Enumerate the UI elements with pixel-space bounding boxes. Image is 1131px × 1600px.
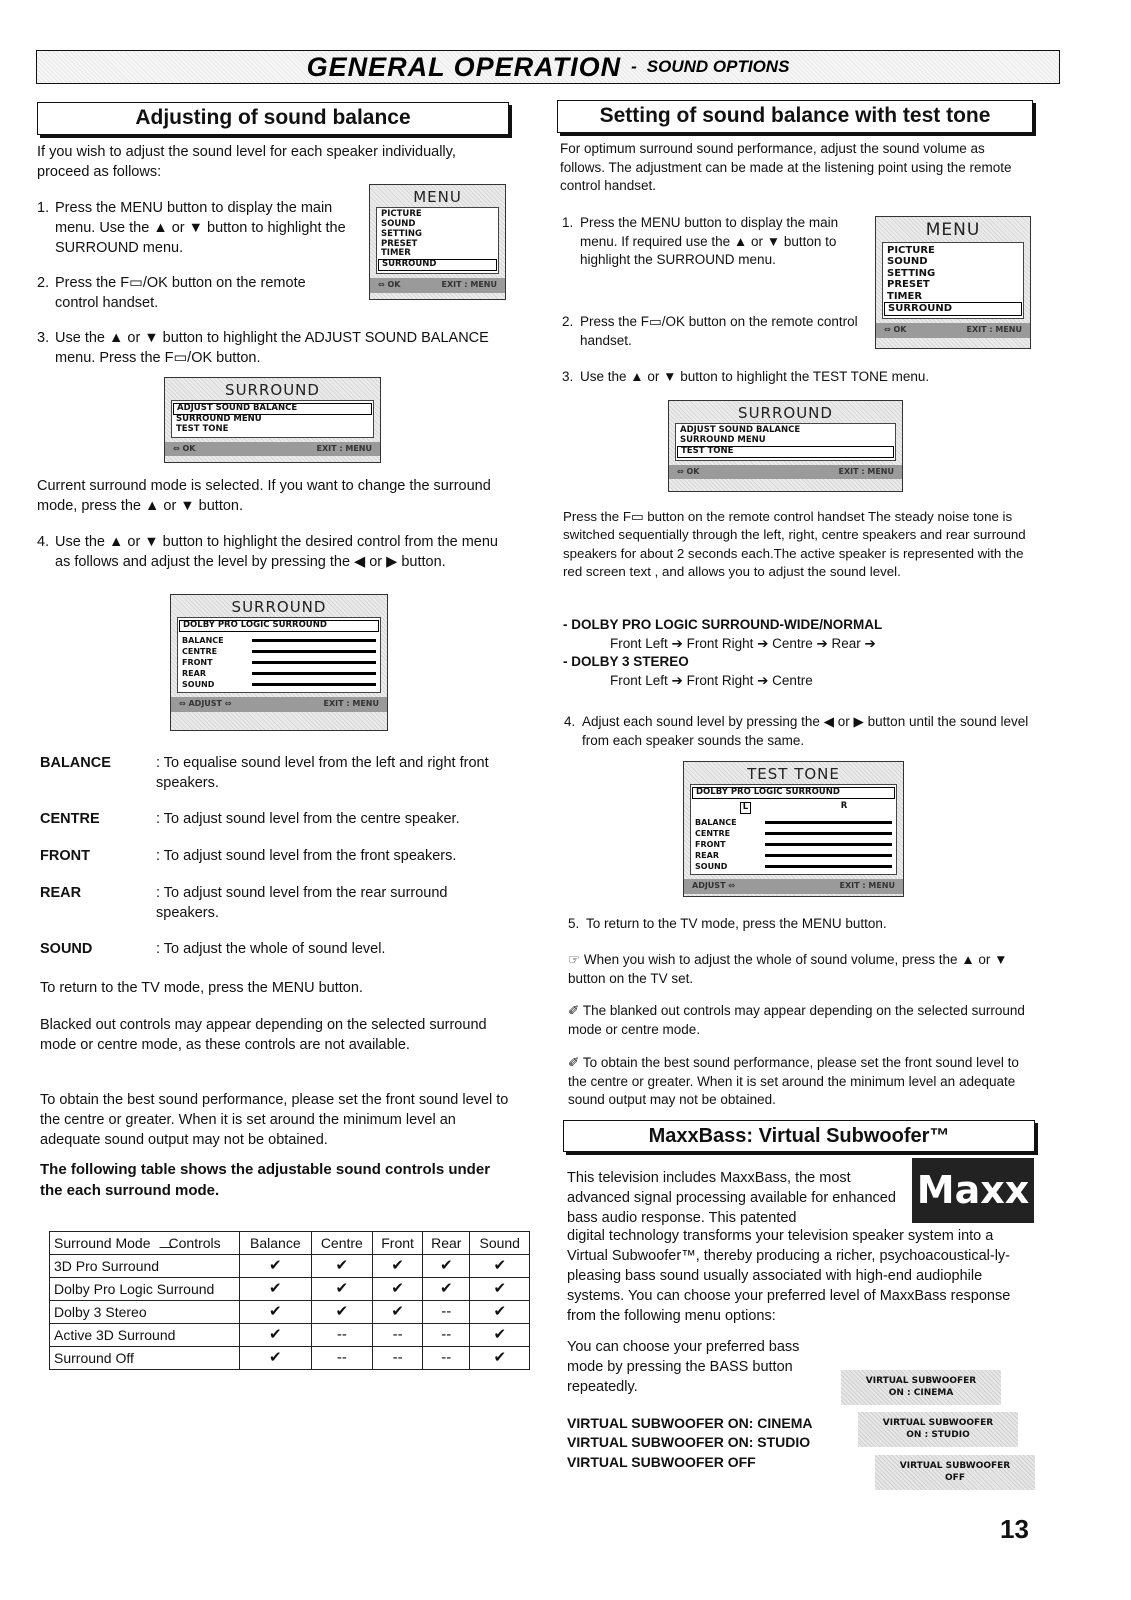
osd-title: SURROUND — [231, 598, 327, 616]
left-current-mode: Current surround mode is selected. If you want to change the surround mode, press the ▲ or ▼ button. — [37, 478, 491, 514]
cell: -- — [423, 1347, 470, 1370]
osd-footer-left: ⇔ OK — [378, 279, 401, 289]
osd-level-bar — [765, 865, 892, 868]
table-header-row — [50, 1232, 530, 1255]
osd-footer-left: ⇔ ADJUST ⇔ — [179, 699, 232, 709]
osd-item: PRESET — [887, 279, 930, 291]
step-number: 2. — [37, 275, 50, 291]
osd-level-bar — [252, 650, 376, 653]
step-text: Use the ▲ or ▼ button to highlight the desired control from the menu as follows and adjust the level by pressing the ◀ or ▶ button. — [55, 534, 498, 570]
osd-line: ON : CINEMA — [888, 1387, 954, 1398]
right-step-2 — [562, 313, 862, 350]
right-press-text: Press the F▭ button on the remote control handset The steady noise tone is switched sequentially through the left, right, centre speakers and rear surround speakers for about 2 seconds each.The active speaker is represented with the red screen text , and allows you to adjust the sound level. — [563, 509, 1026, 580]
osd-item: PICTURE — [887, 244, 935, 256]
cell: ✔ — [423, 1255, 470, 1278]
osd-item: SURROUND MENU — [680, 435, 766, 446]
osd-list — [171, 400, 374, 437]
right-heading: Setting of sound balance with test tone — [557, 100, 1033, 133]
table-row — [50, 1278, 530, 1301]
osd-list — [177, 617, 381, 693]
osd-bar-row — [182, 646, 376, 657]
osd-item: ADJUST SOUND BALANCE — [680, 425, 801, 436]
cell: ✔ — [470, 1347, 530, 1370]
osd-bar-label: CENTRE — [182, 646, 218, 656]
osd-bar-row — [182, 679, 376, 690]
osd-bar-label: SOUND — [182, 679, 215, 689]
osd-footer-right: EXIT : MENU — [441, 279, 497, 289]
def-row — [40, 940, 510, 977]
osd-footer — [669, 465, 902, 480]
osd-main-menu — [369, 184, 506, 300]
right-step-4 — [564, 713, 1034, 750]
osd-footer-right: EXIT : MENU — [839, 880, 895, 890]
osd-line: VIRTUAL SUBWOOFER — [899, 1460, 1011, 1471]
osd-item: SOUND — [381, 219, 416, 230]
step-number: 1. — [37, 200, 50, 216]
step-text: Adjust each sound level by pressing the ◀ or ▶ button until the sound level from each speaker sounds the same. — [582, 714, 1029, 748]
surround-controls-table — [49, 1231, 530, 1370]
osd-bar-label: REAR — [695, 850, 719, 860]
step-text: Use the ▲ or ▼ button to highlight the ADJUST SOUND BALANCE menu. Press the F▭/OK button. — [55, 330, 489, 366]
def-term: BALANCE — [40, 755, 111, 771]
osd-item-selected: ADJUST SOUND BALANCE — [173, 403, 372, 415]
cell: -- — [373, 1347, 423, 1370]
left-step-1 — [37, 198, 352, 258]
right-step-5 — [568, 915, 1033, 934]
cell: ✔ — [423, 1278, 470, 1301]
osd-item: SETTING — [381, 228, 422, 239]
step-text: Press the MENU button to display the main menu. If required use the ▲ or ▼ button to highlight the SURROUND menu. — [580, 215, 839, 268]
osd-subwoofer-cinema — [841, 1370, 1001, 1405]
bass-mode: VIRTUAL SUBWOOFER ON: CINEMA — [567, 1415, 813, 1431]
osd-bar-row — [182, 635, 376, 646]
osd-surround-menu — [164, 377, 381, 463]
osd-footer — [165, 442, 380, 457]
note-volume: ☞ When you wish to adjust the whole of sound volume, press the ▲ or ▼ button on the TV set. — [568, 952, 1008, 986]
bass-mode: VIRTUAL SUBWOOFER ON: STUDIO — [567, 1434, 811, 1451]
osd-title: TEST TONE — [747, 765, 840, 783]
osd-bar-label: FRONT — [695, 839, 726, 849]
osd-footer — [684, 879, 903, 894]
cell: -- — [423, 1324, 470, 1347]
def-row — [40, 884, 510, 940]
osd-footer-right: EXIT : MENU — [323, 699, 379, 709]
osd-level-bar — [252, 672, 376, 675]
osd-title: SURROUND — [738, 404, 833, 422]
right-step-1 — [562, 214, 862, 270]
osd-item: SURROUND MENU — [176, 414, 262, 425]
right-intro: For optimum surround sound performance, adjust the sound volume as follows. The adjustment can be made at the listening point using the remote control handset. — [560, 141, 1012, 194]
osd-surround-menu-right — [668, 400, 903, 492]
right-step-3 — [562, 368, 1032, 387]
osd-footer — [171, 697, 387, 712]
osd-footer-right: EXIT : MENU — [316, 443, 372, 453]
osd-level-bar — [765, 854, 892, 857]
osd-mode: DOLBY PRO LOGIC SURROUND — [179, 620, 379, 632]
left-step-3 — [37, 328, 507, 368]
seq-order: Front Left ➔ Front Right ➔ Centre — [610, 672, 813, 688]
osd-item: TIMER — [381, 248, 411, 259]
step-text: Use the ▲ or ▼ button to highlight the TEST TONE menu. — [580, 369, 930, 384]
step-number: 4. — [37, 534, 50, 550]
bass-button-note: You can choose your preferred bass mode by pressing the BASS button repeatedly. — [567, 1339, 800, 1395]
row-mode: 3D Pro Surround — [50, 1255, 240, 1278]
osd-item: TEST TONE — [176, 423, 229, 434]
def-term: FRONT — [40, 848, 90, 864]
cell: ✔ — [240, 1301, 312, 1324]
osd-subwoofer-off — [875, 1455, 1035, 1490]
osd-item: PRESET — [381, 238, 418, 249]
header-title: GENERAL OPERATION — [306, 51, 622, 82]
osd-mode: DOLBY PRO LOGIC SURROUND — [692, 787, 895, 799]
osd-bar-label: CENTRE — [695, 828, 731, 838]
def-row — [40, 754, 510, 810]
osd-lr-indicator — [695, 802, 892, 814]
row-mode: Dolby Pro Logic Surround — [50, 1278, 240, 1301]
osd-bar-row — [182, 668, 376, 679]
seq-title: - DOLBY 3 STEREO — [563, 654, 689, 670]
osd-level-bar — [765, 821, 892, 824]
row-mode: Active 3D Surround — [50, 1324, 240, 1347]
osd-level-bar — [252, 683, 376, 686]
table-row — [50, 1324, 530, 1347]
left-intro: If you wish to adjust the sound level for each speaker individually, proceed as follows: — [37, 144, 456, 180]
osd-bar-label: FRONT — [182, 657, 213, 667]
col-header: Sound — [470, 1232, 530, 1255]
osd-adjust-menu — [170, 594, 388, 731]
left-step-4 — [37, 532, 507, 572]
cell: ✔ — [470, 1324, 530, 1347]
step-number: 1. — [562, 215, 574, 230]
osd-bar-label: SOUND — [695, 861, 728, 871]
row-mode: Surround Off — [50, 1347, 240, 1370]
step-text: Press the F▭/OK button on the remote control handset. — [55, 275, 306, 311]
osd-line: VIRTUAL SUBWOOFER — [882, 1417, 994, 1428]
def-row — [40, 810, 510, 847]
def-row — [40, 847, 510, 884]
corner-col-label: Controls — [168, 1234, 221, 1251]
def-term: SOUND — [40, 941, 93, 957]
table-corner-cell — [50, 1232, 240, 1255]
table-row — [50, 1255, 530, 1278]
cell: -- — [311, 1324, 372, 1347]
cell: -- — [423, 1301, 470, 1324]
maxxbass-description: digital technology transforms your television speaker system into a Virtual Subwoofer™, thereby producing a richer, psychoacoustical-ly-pleasing bass sound usually associated with high-end audiophile systems. You can choose your preferred level of MaxxBass response from the following menu options: — [567, 1228, 1011, 1324]
row-mode: Dolby 3 Stereo — [50, 1301, 240, 1324]
left-step-2 — [37, 273, 352, 313]
osd-bar-label: BALANCE — [182, 635, 224, 645]
page-number: 13 — [1000, 1514, 1029, 1544]
cell: ✔ — [470, 1278, 530, 1301]
step-number: 3. — [37, 330, 50, 346]
col-header: Balance — [240, 1232, 312, 1255]
note-blanked: ✐ The blanked out controls may appear depending on the selected surround mode or centre mode. — [568, 1003, 1025, 1037]
def-desc: : To equalise sound level from the left and right front speakers. — [156, 755, 489, 791]
control-definitions — [40, 754, 510, 977]
def-desc: : To adjust sound level from the rear surround speakers. — [156, 885, 448, 921]
osd-list — [675, 423, 896, 460]
cell: ✔ — [240, 1255, 312, 1278]
cell: ✔ — [311, 1301, 372, 1324]
cell: ✔ — [240, 1347, 312, 1370]
osd-list — [690, 784, 897, 875]
cell: ✔ — [373, 1278, 423, 1301]
osd-footer — [876, 323, 1030, 338]
osd-title: SURROUND — [225, 381, 320, 399]
osd-bar-row — [695, 861, 892, 872]
osd-item-selected: TEST TONE — [677, 446, 894, 458]
osd-bar-row — [695, 839, 892, 850]
cell: ✔ — [311, 1278, 372, 1301]
left-best-note: To obtain the best sound performance, please set the front sound level to the centre or greater. When it is set around the minimum level an adequate sound output may not be obtained. — [40, 1092, 509, 1148]
osd-bar-row — [695, 850, 892, 861]
cell: ✔ — [470, 1301, 530, 1324]
cell: -- — [373, 1324, 423, 1347]
cell: ✔ — [240, 1324, 312, 1347]
step-number: 5. — [568, 916, 580, 931]
header-dash: - — [631, 56, 637, 76]
osd-item: SETTING — [887, 267, 936, 279]
osd-footer-left: ⇔ OK — [677, 466, 700, 476]
note-best: ✐ To obtain the best sound performance, please set the front sound level to the centre or greater. When it is set around the minimum level an adequate sound output may not be obtained. — [568, 1055, 1019, 1108]
osd-main-menu-right — [875, 216, 1031, 349]
osd-line: OFF — [945, 1472, 965, 1483]
table-intro: The following table shows the adjustable sound controls under the each surround mode. — [40, 1161, 491, 1199]
left-blacked-note: Blacked out controls may appear depending on the selected surround mode or centre mode, as these controls are not available. — [40, 1017, 487, 1053]
osd-footer-right: EXIT : MENU — [966, 324, 1022, 334]
osd-left-speaker: L — [740, 802, 751, 814]
osd-list — [882, 242, 1024, 319]
osd-level-bar — [765, 843, 892, 846]
seq-title: - DOLBY PRO LOGIC SURROUND-WIDE/NORMAL — [563, 617, 883, 632]
osd-right-speaker: R — [840, 801, 848, 812]
table-row — [50, 1347, 530, 1370]
col-header: Front — [373, 1232, 423, 1255]
left-return-note: To return to the TV mode, press the MENU button. — [40, 980, 363, 996]
cell: ✔ — [470, 1255, 530, 1278]
osd-item: SOUND — [887, 256, 928, 268]
osd-title: MENU — [925, 220, 981, 240]
osd-level-bar — [252, 639, 376, 642]
step-number: 2. — [562, 314, 574, 329]
step-number: 4. — [564, 714, 576, 729]
osd-footer-left: ⇔ OK — [884, 324, 907, 334]
cell: ✔ — [373, 1255, 423, 1278]
osd-bar-row — [695, 817, 892, 828]
col-header: Centre — [311, 1232, 372, 1255]
def-desc: : To adjust sound level from the front speakers. — [156, 848, 457, 864]
cell: ✔ — [311, 1255, 372, 1278]
osd-line: VIRTUAL SUBWOOFER — [865, 1375, 977, 1386]
osd-title: MENU — [413, 188, 462, 206]
tone-sequences — [563, 616, 1033, 691]
osd-test-tone-menu — [683, 761, 904, 897]
maxxbass-intro: This television includes MaxxBass, the most advanced signal processing available for enhanced bass audio response. This patented — [567, 1170, 896, 1226]
osd-footer-left: ⇔ OK — [173, 443, 196, 453]
maxxbass-heading: MaxxBass: Virtual Subwoofer™ — [563, 1120, 1035, 1152]
osd-footer — [370, 278, 505, 293]
osd-item-selected: SURROUND — [884, 302, 1022, 316]
table-row — [50, 1301, 530, 1324]
osd-footer-left: ADJUST ⇔ — [692, 880, 736, 890]
osd-bar-label: REAR — [182, 668, 206, 678]
page-header-bar — [36, 50, 1060, 84]
osd-subwoofer-studio — [858, 1412, 1018, 1447]
col-header: Rear — [423, 1232, 470, 1255]
osd-item: TIMER — [887, 290, 923, 302]
osd-line: ON : STUDIO — [906, 1429, 970, 1440]
bass-mode: VIRTUAL SUBWOOFER OFF — [567, 1453, 756, 1470]
def-desc: : To adjust the whole of sound level. — [156, 941, 386, 957]
osd-level-bars — [182, 635, 376, 690]
seq-order: Front Left ➔ Front Right ➔ Centre ➔ Rear ➔ — [610, 635, 876, 651]
step-text: To return to the TV mode, press the MENU button. — [586, 916, 887, 931]
maxx-logo: Maxx — [912, 1158, 1034, 1223]
corner-row-label: Surround Mode — [54, 1234, 151, 1251]
left-heading: Adjusting of sound balance — [37, 102, 509, 135]
osd-level-bar — [252, 661, 376, 664]
step-number: 3. — [562, 369, 574, 384]
step-text: Press the F▭/OK button on the remote control handset. — [580, 314, 858, 348]
osd-item-selected: SURROUND — [378, 259, 497, 271]
osd-level-bar — [765, 832, 892, 835]
osd-level-bars — [695, 817, 892, 872]
osd-bar-label: BALANCE — [695, 817, 737, 827]
osd-list — [376, 207, 499, 274]
step-text: Press the MENU button to display the main menu. Use the ▲ or ▼ button to highlight the SURROUND menu. — [55, 200, 346, 256]
cell: ✔ — [240, 1278, 312, 1301]
osd-bar-row — [182, 657, 376, 668]
osd-footer-right: EXIT : MENU — [838, 466, 894, 476]
osd-item: PICTURE — [381, 209, 422, 220]
cell: -- — [311, 1347, 372, 1370]
header-subtitle: SOUND OPTIONS — [646, 56, 790, 76]
bass-mode-list — [567, 1414, 847, 1472]
def-term: REAR — [40, 885, 82, 901]
def-term: CENTRE — [40, 811, 100, 827]
def-desc: : To adjust sound level from the centre speaker. — [156, 811, 460, 827]
osd-bar-row — [695, 828, 892, 839]
cell: ✔ — [373, 1301, 423, 1324]
